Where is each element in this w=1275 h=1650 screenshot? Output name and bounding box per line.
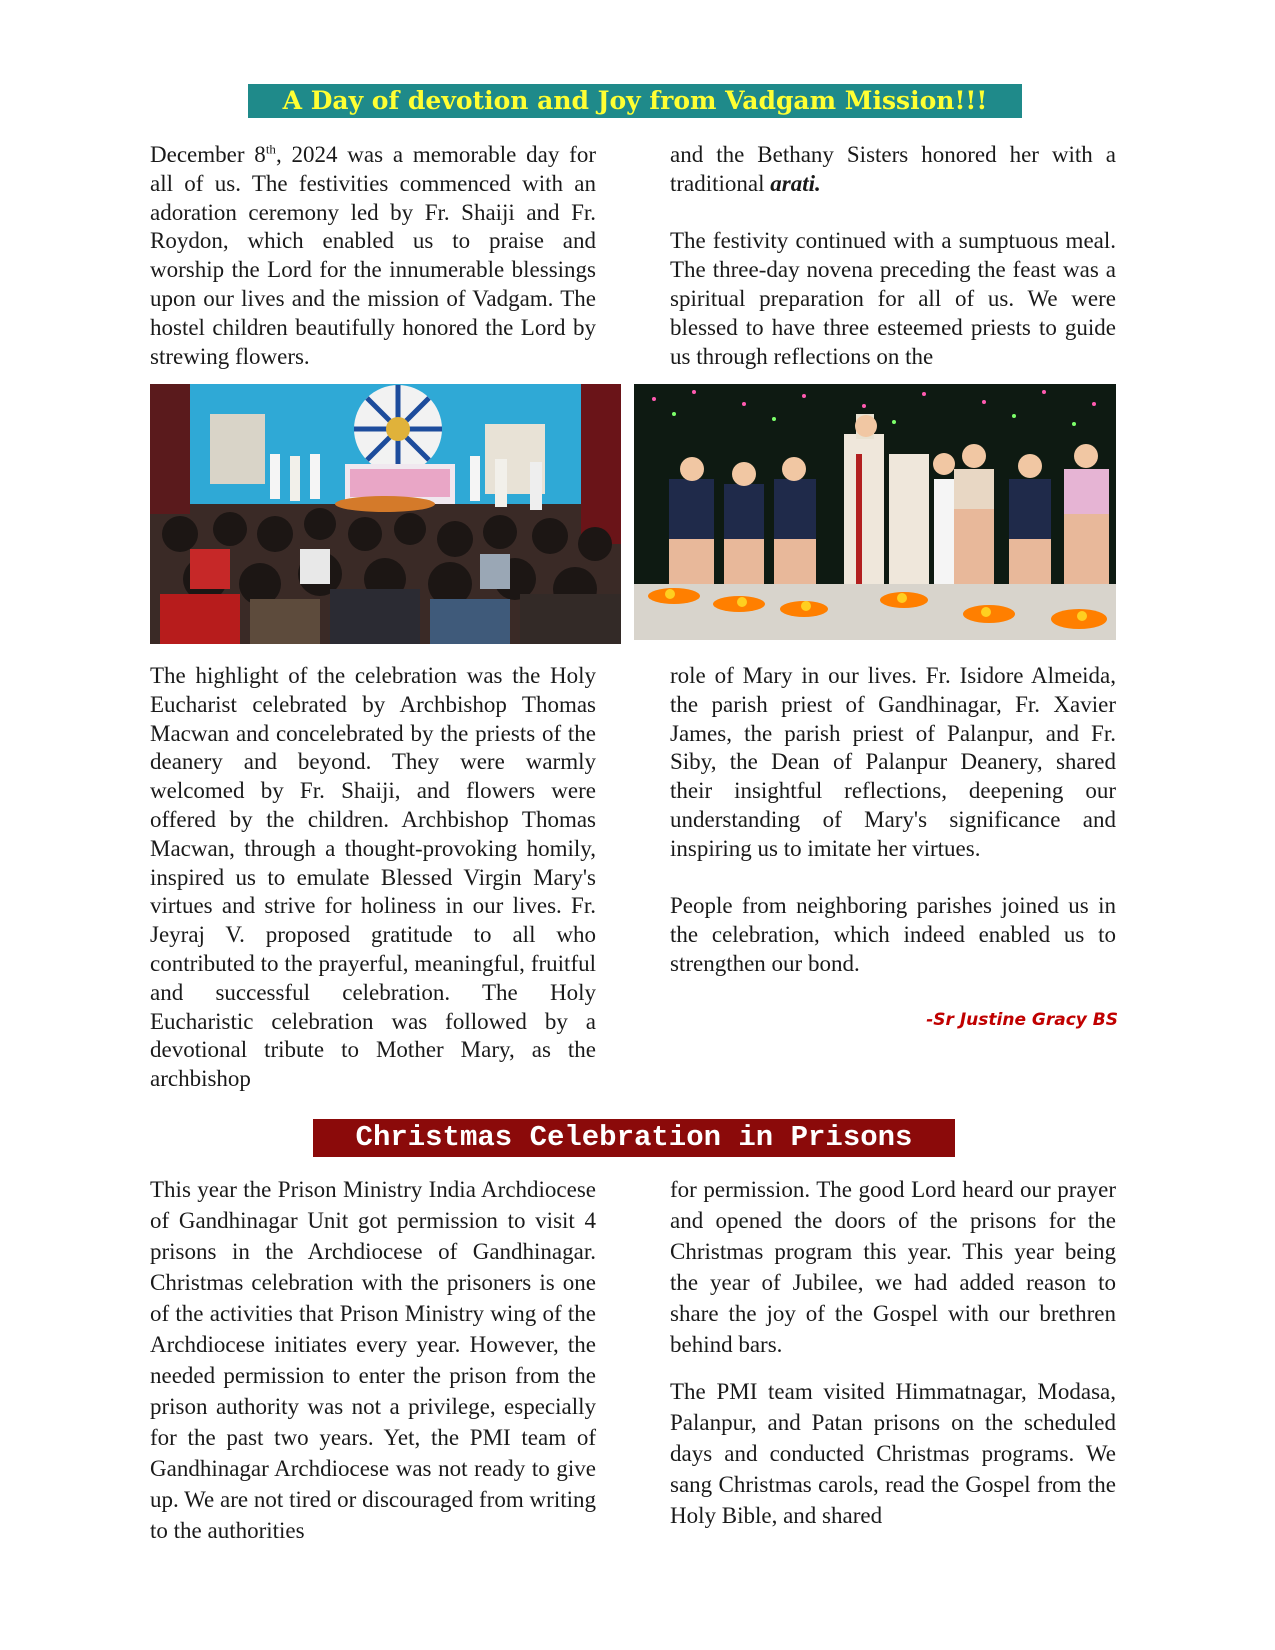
article2-paragraph-jubilee: for permission. The good Lord heard our prayer and opened the doors of the prisons for the Christmas program this year. This year being the year of Jubilee, we had added reason to share the joy of the Gospel with our brethren behind bars. <box>670 1177 1116 1357</box>
article1-paragraph-novena: The festivity continued with a sumptuous meal. The three-day novena preceding the feast was a spiritual preparation for all of us. We were blessed to have three esteemed priests to guide us through reflections on the <box>670 228 1116 369</box>
article1-col1-top <box>150 141 596 371</box>
article-title-christmas-prisons: Christmas Celebration in Prisons <box>313 1119 955 1157</box>
article1-col2-top <box>670 141 1116 371</box>
article2-paragraph-visits: The PMI team visited Himmatnagar, Modasa, Palanpur, and Patan prisons on the scheduled days and conducted Christmas programs. We sang Christmas carols, read the Gospel from the Holy Bible, and shared <box>670 1379 1116 1528</box>
article1-signature: -Sr Justine Gracy BS <box>926 1010 1118 1030</box>
article1-paragraph-arati <box>670 141 1116 199</box>
photo-arati-procession <box>634 384 1116 640</box>
date-text: December 8 <box>150 142 266 167</box>
intro-text: , 2024 was a memorable day for all of us. The festivities commenced with an adoration ceremony led by Fr. Shaiji and Fr. Roydon, which enabled us to praise and worship the Lord for the innumerable blessings upon our lives and the mission of Vadgam. The hostel children beautifully honored the Lord by strewing flowers. <box>150 142 596 369</box>
arati-emphasis: arati. <box>770 170 821 196</box>
article1-col2-bottom <box>670 662 1116 979</box>
article2-col2 <box>670 1174 1116 1531</box>
article1-col1-bottom <box>150 662 596 1094</box>
article1-paragraph-eucharist: The highlight of the celebration was the Holy Eucharist celebrated by Archbishop Thomas Macwan and concelebrated by the priests of the deanery and beyond. They were warmly welcomed by Fr. Shaiji, and flowers were offered by the children. Archbishop Thomas Macwan, through a thought-provoking homily, inspired us to emulate Blessed Virgin Mary's virtues and strive for holiness in our lives. Fr. Jeyraj V. proposed gratitude to all who contributed to the prayerful, meaningful, fruitful and successful celebration. The Holy Eucharistic celebration was followed by a devotional tribute to Mother Mary, as the archbishop <box>150 663 596 1092</box>
article1-paragraph-neighbors: People from neighboring parishes joined us in the celebration, which indeed enabled us to strengthen our bond. <box>670 893 1116 976</box>
article1-paragraph-intro <box>150 141 596 371</box>
article-title-vadgam: A Day of devotion and Joy from Vadgam Mission!!! <box>248 84 1022 118</box>
photo-adoration-chapel <box>150 384 621 644</box>
article1-paragraph-reflections: role of Mary in our lives. Fr. Isidore Almeida, the parish priest of Gandhinagar, Fr. Xavier James, the parish priest of Palanpur, and Fr. Siby, the Dean of Palanpur Deanery, shared their insightful reflections, deepening our understanding of Mary's significance and inspiring us to imitate her virtues. <box>670 663 1116 861</box>
date-superscript: th <box>265 141 276 157</box>
article2-col1 <box>150 1174 596 1546</box>
arati-text: and the Bethany Sisters honored her with a traditional <box>670 142 1116 196</box>
article2-paragraph-permission: This year the Prison Ministry India Archdiocese of Gandhinagar Unit got permission to visit 4 prisons in the Archdiocese of Gandhinagar. Christmas celebration with the prisoners is one of the activities that Prison Ministry wing of the Archdiocese initiates every year. However, the needed permission to enter the prison from the prison authority was not a privilege, especially for the past two years. Yet, the PMI team of Gandhinagar Archdiocese was not ready to give up. We are not tired or discouraged from writing to the authorities <box>150 1177 596 1543</box>
